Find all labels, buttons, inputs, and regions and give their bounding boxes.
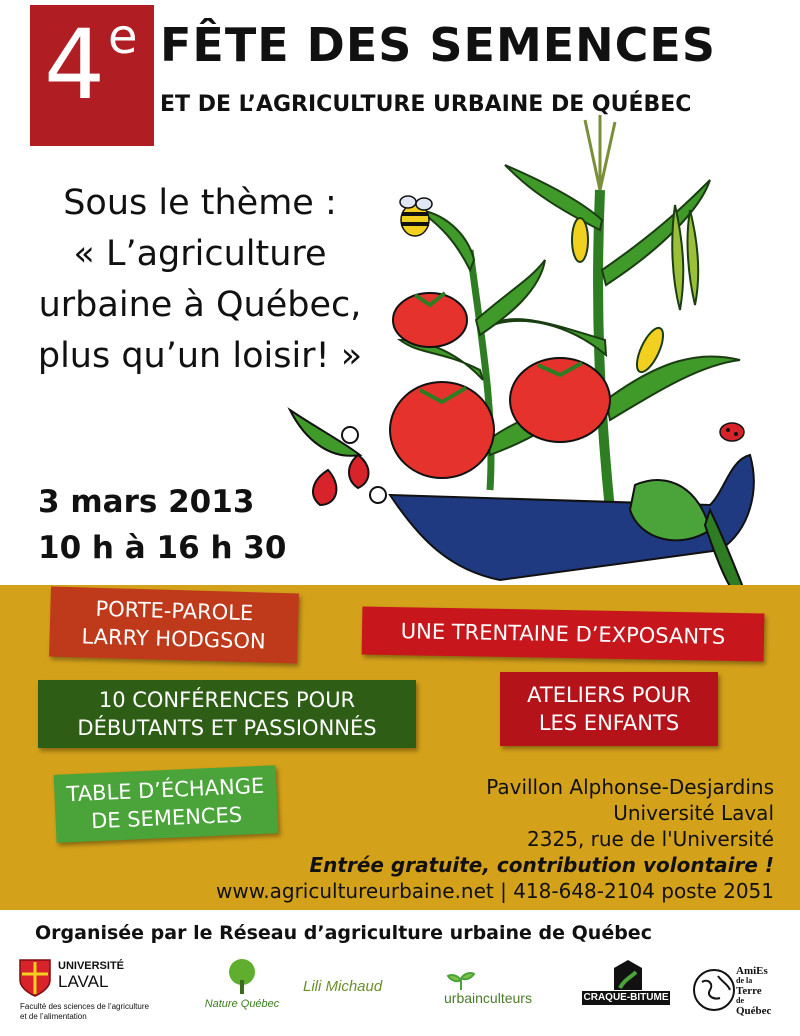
edition-number: 4 — [44, 9, 106, 121]
spokesperson-name: LARRY HODGSON — [81, 624, 267, 654]
globe-icon — [692, 968, 736, 1012]
edition-superscript: e — [108, 9, 138, 65]
organiser-line: Organisée par le Réseau d’agriculture urbaine de Québec — [35, 922, 652, 944]
conferences-box — [38, 680, 416, 748]
entry-note: Entrée gratuite, contribution volontaire ! — [309, 853, 774, 877]
seed-exchange-line: TABLE D’ÉCHANGE — [66, 773, 265, 807]
amies-line: de la — [736, 976, 753, 985]
workshops-line: LES ENFANTS — [538, 711, 680, 735]
bean-icon — [672, 205, 698, 310]
bee-icon — [400, 196, 432, 236]
laval-name-1: UNIVERSITÉ — [58, 960, 125, 972]
amies-line: AmiEs — [736, 965, 768, 977]
venue-address: 2325, rue de l'Université — [527, 827, 774, 851]
exhibitors-label: UNE TRENTAINE D’EXPOSANTS — [400, 619, 726, 649]
page-title: FÊTE DES SEMENCES — [160, 18, 716, 72]
conferences-line: DÉBUTANTS ET PASSIONNÉS — [77, 716, 377, 740]
venue-building: Pavillon Alphonse-Desjardins — [486, 775, 774, 799]
spokesperson-box — [49, 587, 299, 664]
laval-faculty-1: Faculté des sciences de l’agriculture — [20, 1002, 149, 1011]
exhibitors-box — [362, 606, 765, 661]
tree-icon — [224, 958, 260, 996]
laval-crest-icon — [18, 958, 52, 998]
craque-bitume-logo — [582, 958, 672, 1014]
nature-quebec-logo — [196, 958, 288, 1024]
amies-terre-logo — [692, 966, 784, 1016]
spokesperson-label: PORTE-PAROLE — [95, 596, 254, 626]
laval-logo — [18, 958, 178, 1024]
nature-quebec-name: Nature Québec — [204, 998, 280, 1010]
event-hours: 10 h à 16 h 30 — [38, 530, 287, 566]
urbainculteurs-name: urbainculteurs — [444, 990, 532, 1006]
theme-line: « L’agriculture — [73, 234, 327, 274]
theme-line: Sous le thème : — [63, 183, 337, 223]
workshops-line: ATELIERS POUR — [527, 683, 691, 707]
building-icon — [610, 958, 646, 990]
seed-exchange-line: DE SEMENCES — [90, 802, 243, 834]
craque-bitume-name: CRAQUE-BITUME — [583, 992, 669, 1003]
garden-illustration — [280, 110, 780, 610]
lili-michaud-name: Lili Michaud — [303, 978, 383, 995]
amies-line: de — [736, 996, 744, 1005]
workshops-box — [500, 672, 718, 746]
contact-line: www.agricultureurbaine.net | 418-648-2104 poste 2051 — [216, 879, 774, 903]
corn-plant-icon — [480, 115, 740, 510]
laval-name-2: LAVAL — [58, 972, 109, 991]
urbainculteurs-logo — [442, 970, 562, 1010]
seed-exchange-box — [54, 765, 279, 843]
edition-badge — [30, 5, 154, 146]
venue-university: Université Laval — [613, 801, 774, 825]
event-date: 3 mars 2013 — [38, 484, 255, 520]
conferences-line: 10 CONFÉRENCES POUR — [98, 688, 356, 712]
amies-line: Québec — [736, 1005, 772, 1017]
theme-line: urbaine à Québec, — [38, 285, 362, 325]
strawberry-icon — [290, 410, 386, 505]
amies-line: Terre — [736, 985, 762, 997]
ladybug-icon — [720, 423, 744, 441]
lili-michaud-logo — [303, 978, 428, 1008]
page-subtitle: ET DE L’AGRICULTURE URBAINE DE QUÉBEC — [160, 92, 692, 117]
laval-faculty-2: et de l’alimentation — [20, 1012, 87, 1021]
sprout-icon — [446, 970, 476, 990]
theme-line: plus qu’un loisir! » — [37, 336, 363, 376]
